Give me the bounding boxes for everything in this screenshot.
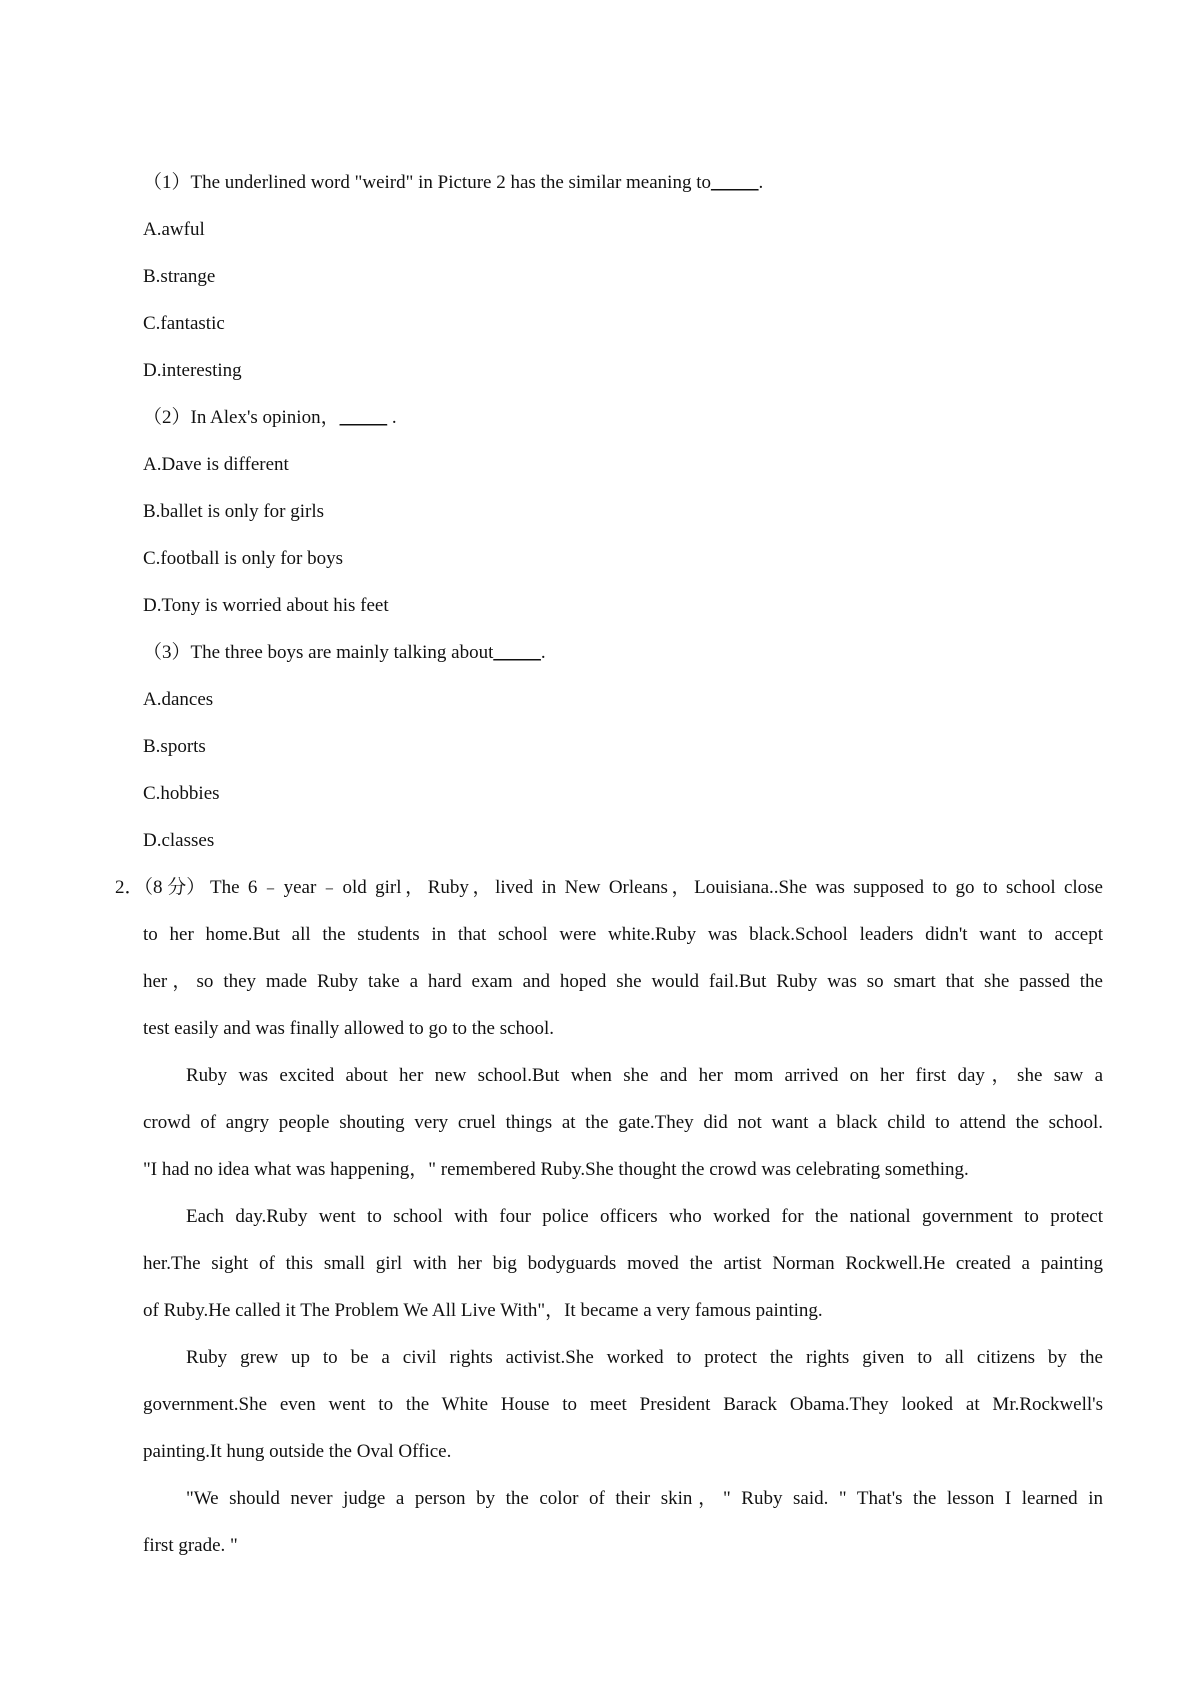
question-number: 2．	[115, 877, 144, 898]
question-score: （8 分）	[143, 877, 206, 898]
stem-text: （1）The underlined word "weird" in Picture 2 has the similar meaning to	[143, 172, 711, 193]
answer-blank: _____	[339, 407, 388, 428]
option-a: A.Dave is different	[143, 454, 289, 475]
stem-text: （3）The three boys are mainly talking about	[143, 642, 494, 663]
passage-line: Each day.Ruby went to school with four police officers who worked for the national government to protect	[186, 1206, 1103, 1227]
stem-text: （2）In Alex's opinion，	[143, 407, 340, 428]
passage-line: to her home.But all the students in that school were white.Ruby was black.School leaders didn't want to accept	[143, 924, 1103, 945]
passage-line: government.She even went to the White House to meet President Barack Obama.They looked at Mr.Rockwell's	[143, 1394, 1103, 1415]
sub-question-2-stem	[143, 406, 397, 430]
option-a: A.awful	[143, 219, 205, 240]
option-d: D.classes	[143, 830, 215, 851]
passage-line: Ruby grew up to be a civil rights activist.She worked to protect the rights given to all citizens by the	[186, 1347, 1103, 1368]
option-a: A.dances	[143, 689, 214, 710]
answer-blank: _____	[493, 642, 541, 663]
stem-end: .	[758, 172, 764, 193]
passage-line: first grade. "	[143, 1535, 238, 1556]
passage-line: crowd of angry people shouting very cruel things at the gate.They did not want a black child to attend the school.	[143, 1112, 1103, 1133]
passage-line: Ruby was excited about her new school.But when she and her mom arrived on her first day，she saw a	[186, 1065, 1103, 1086]
passage-line: "I had no idea what was happening，" remembered Ruby.She thought the crowd was celebrating something.	[143, 1159, 969, 1180]
question-2-number	[115, 876, 205, 900]
answer-blank: _____	[710, 172, 759, 193]
stem-end: .	[387, 407, 397, 428]
option-c: C.football is only for boys	[143, 548, 344, 569]
passage-line: test easily and was finally allowed to go to the school.	[143, 1018, 555, 1039]
passage-line: her，so they made Ruby take a hard exam and hoped she would fail.But Ruby was so smart that she passed the	[143, 971, 1103, 992]
option-c: C.hobbies	[143, 783, 220, 804]
option-b: B.strange	[143, 266, 216, 287]
option-d: D.interesting	[143, 360, 242, 381]
passage-line: painting.It hung outside the Oval Office.	[143, 1441, 452, 1462]
sub-question-3-stem	[143, 641, 546, 665]
passage-line: of Ruby.He called it The Problem We All Live With"，It became a very famous painting.	[143, 1300, 823, 1321]
passage-line: her.The sight of this small girl with her big bodyguards moved the artist Norman Rockwell.He created a painting	[143, 1253, 1103, 1274]
option-c: C.fantastic	[143, 313, 225, 334]
sub-question-1-stem	[143, 171, 763, 195]
passage-line: The 6﹣year﹣old girl，Ruby，lived in New Orleans，Louisiana..She was supposed to go to school close	[210, 877, 1103, 898]
option-b: B.ballet is only for girls	[143, 501, 325, 522]
passage-line: "We should never judge a person by the color of their skin，" Ruby said. " That's the lesson I learned in	[186, 1488, 1103, 1509]
option-b: B.sports	[143, 736, 206, 757]
stem-end: .	[540, 642, 546, 663]
option-d: D.Tony is worried about his feet	[143, 595, 389, 616]
